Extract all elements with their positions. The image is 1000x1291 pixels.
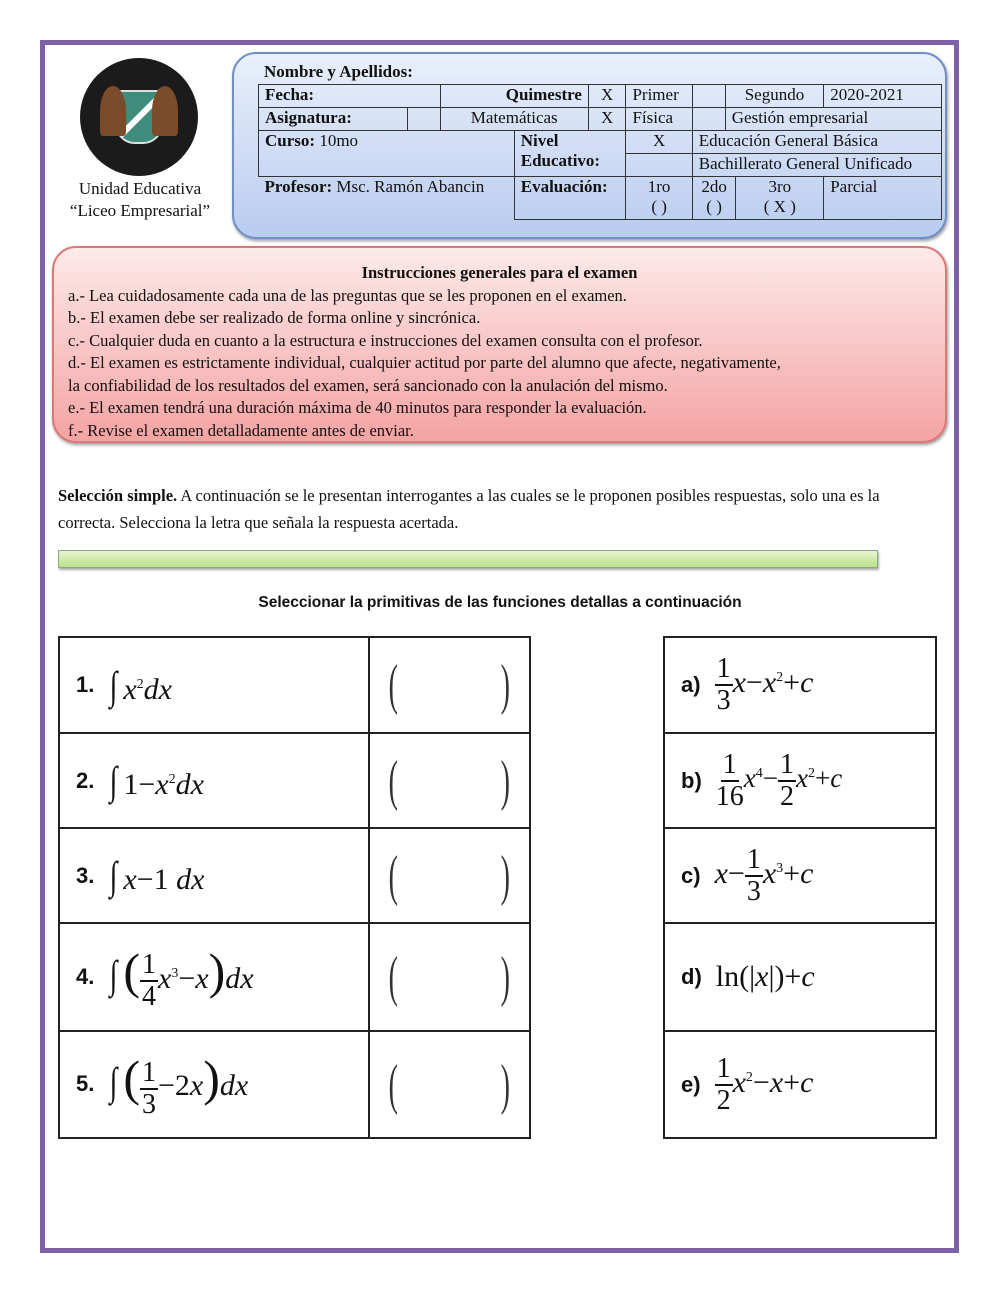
table-row: 5. ∫ ( $\frac{1}{3}$ −2x)dx ( ) [59, 1031, 530, 1138]
section-instructions: Selección simple. A continuación se le presentan interrogantes a las cuales se le proponen posibles respuestas, solo una es la correcta. Selecciona la letra que señala la respuesta acertada. [58, 486, 880, 532]
answer-slot-4[interactable]: ( ) [388, 946, 511, 1008]
instructions-box: Instrucciones generales para el examen a.- Lea cuidadosamente cada una de las preguntas que se les proponen en el examen. b.- El examen debe ser realizado de forma online y sincrónica. c.- Cualquier duda en cuanto a la estructura e instrucciones del examen consulta con el profesor. d.- El examen es estrictamente individual, cualquier actitud por parte del alumno que afecte, negativamente, la confiabilidad de los resultados del examen, será sancionado con la anulación del mismo. e.- El examen tendrá una duración máxima de 40 minutos para responder la evaluación. f.- Revise el examen detalladamente antes de enviar. [52, 246, 947, 443]
table-row: 3. ∫ x−1 dx ( ) [59, 828, 530, 923]
school-logo [80, 58, 198, 176]
table-row: b) $\frac{1}{16}$ $x^4-$ $\frac{1}{2}$ $x^2+c$ [664, 733, 936, 828]
table-row: e) $\frac{1}{2}$ $x^2-x+c$ [664, 1031, 936, 1138]
table-row: c) x− $\frac{1}{3}$ $x^3+c$ [664, 828, 936, 923]
table-row: 4. ∫ ( $\frac{1}{4}$ $x^3-x)dx$ ( ) [59, 923, 530, 1031]
exercise-title: Seleccionar la primitivas de las funciones detallas a continuación [258, 594, 742, 611]
answer-slot-2[interactable]: ( ) [388, 749, 511, 812]
exam-header [232, 52, 947, 239]
table-row: d) ln(|x|)+c [664, 923, 936, 1031]
school-name: Unidad Educativa “Liceo Empresarial” [69, 179, 211, 220]
header-table: Fecha: Quimestre X Primer Segundo 2020-2021 Asignatura: Matemáticas X Física Gestión empresarial Curso: 10mo Nivel Educativo: X Educación General Básica Bachillerato General Unificado Profesor: Msc. Ramón Abancin Evaluación: 1ro ( ) 2do ( ) 3ro ( X ) Parcial [258, 84, 942, 220]
questions-table [58, 636, 531, 1139]
answer-slot-1[interactable]: ( ) [388, 654, 511, 716]
instructions-title: Instrucciones generales para el examen [361, 263, 638, 282]
table-row: 1. ∫ $x^2dx$ ( ) [59, 637, 530, 733]
answer-bar[interactable] [58, 550, 878, 568]
answers-table [663, 636, 937, 1139]
answer-slot-5[interactable]: ( ) [388, 1053, 511, 1116]
student-name-label: Nombre y Apellidos: [264, 62, 413, 81]
answer-slot-3[interactable]: ( ) [388, 844, 511, 907]
table-row: a) $\frac{1}{3}$ $x-x^2+c$ [664, 637, 936, 733]
table-row: 2. ∫ $1-x^2dx$ ( ) [59, 733, 530, 828]
